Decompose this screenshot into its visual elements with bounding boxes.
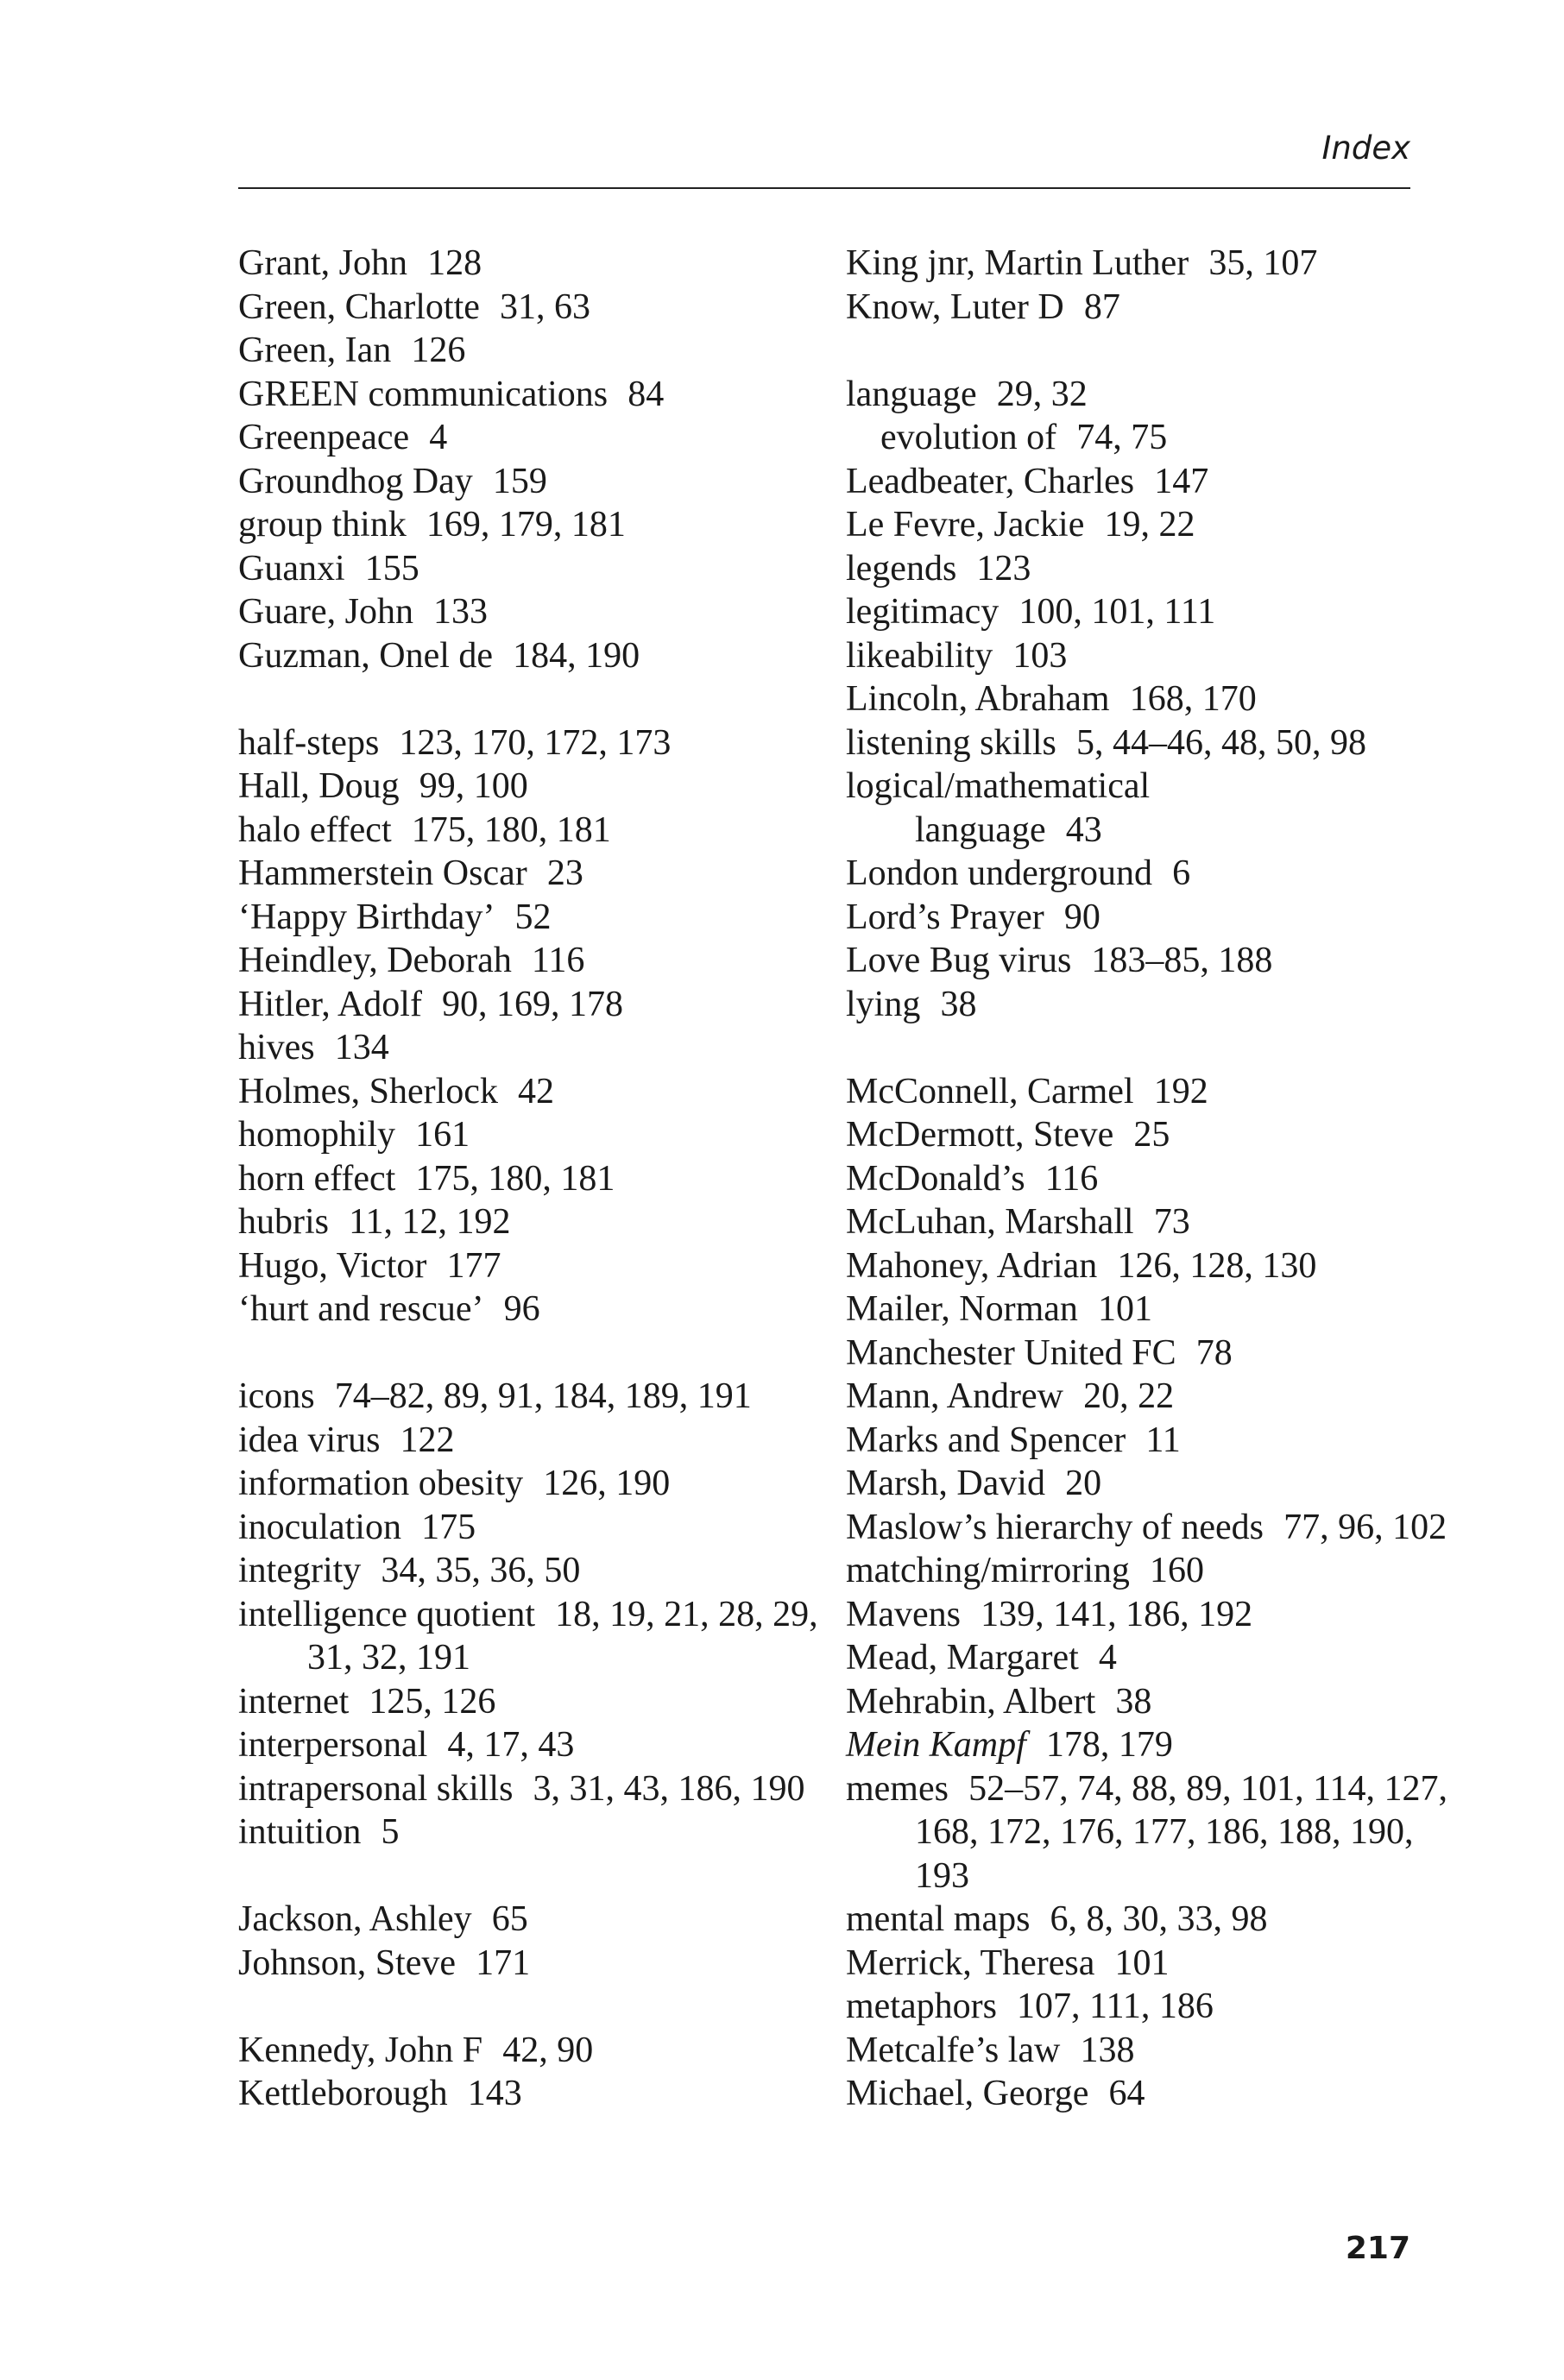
index-term: Lincoln, Abraham — [846, 679, 1110, 719]
index-pages: 87 — [1083, 286, 1120, 327]
index-entry — [238, 503, 825, 547]
index-term: internet — [238, 1681, 350, 1722]
index-entry — [238, 939, 825, 983]
index-term: intelligence quotient — [238, 1594, 536, 1634]
index-pages: 175, 180, 181 — [415, 1158, 615, 1199]
index-pages: 175 — [421, 1507, 476, 1547]
index-entry — [238, 1113, 825, 1157]
index-term: Hitler, Adolf — [238, 984, 422, 1024]
index-term: Hammerstein Oscar — [238, 853, 527, 893]
index-pages: 171 — [476, 1942, 531, 1983]
index-pages: 184, 190 — [513, 635, 640, 676]
index-term: McDermott, Steve — [846, 1115, 1114, 1155]
index-term: Mavens — [846, 1594, 961, 1634]
index-entry — [238, 1288, 825, 1332]
index-entry — [846, 1506, 1476, 1550]
index-pages: 160 — [1150, 1551, 1205, 1590]
index-term: King jnr, Martin Luther — [846, 243, 1189, 283]
index-term: Groundhog Day — [238, 461, 473, 501]
index-term: homophily — [238, 1115, 396, 1155]
index-pages: 103 — [1012, 635, 1068, 676]
index-term: ‘Happy Birthday’ — [238, 897, 495, 937]
index-pages: 177 — [446, 1245, 501, 1286]
index-entry — [846, 503, 1433, 547]
index-pages: 5, 44–46, 48, 50, 98 — [1075, 722, 1366, 763]
index-pages: 134 — [334, 1028, 389, 1067]
page-number: 217 — [1345, 2231, 1410, 2266]
index-entry — [238, 1549, 825, 1593]
index-term: Green, Charlotte — [238, 286, 480, 327]
index-entry — [238, 1680, 825, 1724]
index-entry — [846, 1723, 1433, 1767]
index-term: logical/mathematical — [846, 766, 1151, 806]
index-pages: 96 — [503, 1289, 540, 1329]
index-entry — [846, 1549, 1433, 1593]
index-entry — [846, 1375, 1433, 1419]
index-entry — [238, 1898, 825, 1942]
index-entry — [238, 416, 825, 460]
index-entry — [238, 1942, 825, 1986]
index-entry — [238, 286, 825, 330]
index-entry — [846, 286, 1433, 330]
index-pages: 38 — [1115, 1681, 1152, 1722]
index-term: information obesity — [238, 1464, 524, 1503]
index-entry — [238, 1157, 825, 1201]
index-entry — [846, 590, 1433, 634]
index-pages: 42 — [518, 1071, 555, 1111]
index-pages: 6, 8, 30, 33, 98 — [1050, 1899, 1268, 1939]
index-entry — [846, 242, 1433, 286]
index-pages: 78 — [1195, 1332, 1233, 1373]
index-term: Mailer, Norman — [846, 1289, 1078, 1329]
index-term: Johnson, Steve — [238, 1942, 456, 1983]
index-entry — [846, 721, 1433, 765]
index-entry — [238, 896, 825, 940]
index-entry — [238, 1767, 868, 1811]
index-pages: 138 — [1080, 2030, 1135, 2070]
index-pages: 84 — [627, 374, 665, 414]
index-entry — [238, 2072, 825, 2116]
index-entry — [846, 677, 1433, 721]
index-entry — [846, 896, 1433, 940]
index-term: halo effect — [238, 809, 392, 850]
index-pages: 34, 35, 36, 50 — [381, 1551, 581, 1590]
index-term: Michael, George — [846, 2074, 1089, 2113]
index-term: icons — [238, 1376, 315, 1416]
index-term: lying — [846, 984, 921, 1024]
index-term: Manchester United FC — [846, 1332, 1176, 1373]
index-entry — [238, 983, 825, 1027]
index-pages: 38 — [940, 984, 977, 1024]
index-term: horn effect — [238, 1158, 396, 1199]
index-term: hubris — [238, 1202, 329, 1242]
index-pages: 101 — [1114, 1942, 1170, 1983]
index-term: Merrick, Theresa — [846, 1942, 1095, 1983]
index-term: language — [915, 809, 1046, 850]
index-pages: 29, 32 — [996, 374, 1088, 414]
index-entry — [238, 242, 825, 286]
index-term: idea virus — [238, 1420, 381, 1460]
index-pages: 6 — [1172, 853, 1191, 893]
header-rule — [238, 187, 1410, 189]
index-term: integrity — [238, 1551, 362, 1590]
index-term: GREEN communications — [238, 374, 609, 414]
index-pages: 11, 12, 192 — [349, 1202, 511, 1242]
index-term: McConnell, Carmel — [846, 1071, 1134, 1111]
index-pages: 4, 17, 43 — [447, 1725, 575, 1765]
index-term: Know, Luter D — [846, 286, 1064, 327]
index-entry — [846, 1419, 1433, 1463]
index-entry — [238, 373, 825, 417]
index-pages: 3, 31, 43, 186, 190 — [533, 1768, 805, 1809]
index-term: Mehrabin, Albert — [846, 1681, 1096, 1722]
index-entry — [846, 1636, 1433, 1680]
index-pages: 20, 22 — [1083, 1376, 1175, 1416]
index-entry — [846, 1680, 1433, 1724]
index-term: intuition — [238, 1812, 362, 1852]
index-pages: 159 — [492, 461, 547, 501]
index-pages: 65 — [491, 1899, 528, 1939]
index-term: Leadbeater, Charles — [846, 461, 1135, 501]
index-entry — [846, 2072, 1433, 2116]
index-entry — [846, 852, 1433, 896]
index-entry — [238, 852, 825, 896]
index-entry — [846, 1113, 1433, 1157]
index-entry — [846, 1288, 1433, 1332]
index-entry — [846, 460, 1433, 504]
index-pages: 125, 126 — [369, 1681, 496, 1722]
index-term: Kettleborough — [238, 2074, 448, 2113]
index-term: Metcalfe’s law — [846, 2030, 1061, 2070]
index-term: matching/mirroring — [846, 1551, 1130, 1590]
index-term: Le Fevre, Jackie — [846, 505, 1085, 545]
index-term: Marsh, David — [846, 1464, 1045, 1503]
index-term: hives — [238, 1028, 315, 1067]
index-term: Hugo, Victor — [238, 1245, 427, 1286]
index-pages: 147 — [1154, 461, 1209, 501]
index-term: Grant, John — [238, 243, 407, 283]
index-entry — [238, 809, 825, 853]
index-entry — [238, 329, 825, 373]
index-entry — [238, 1026, 825, 1070]
index-entry — [846, 2029, 1433, 2073]
index-pages: 143 — [467, 2074, 522, 2113]
index-entry — [238, 1200, 825, 1244]
index-term: Mead, Margaret — [846, 1638, 1079, 1678]
index-term: Guzman, Onel de — [238, 635, 494, 676]
index-pages: 11 — [1145, 1420, 1181, 1460]
index-term: legends — [846, 548, 957, 589]
index-pages: 123 — [976, 548, 1031, 589]
index-entry — [846, 1070, 1433, 1114]
index-entry — [238, 721, 825, 765]
index-entry — [846, 1942, 1433, 1986]
index-entry — [846, 547, 1433, 591]
index-pages: 133 — [433, 592, 489, 632]
index-pages: 99, 100 — [419, 766, 528, 806]
index-entry — [238, 1070, 825, 1114]
index-pages: 90, 169, 178 — [442, 984, 624, 1024]
index-pages: 139, 141, 186, 192 — [981, 1594, 1253, 1634]
index-pages: 192 — [1153, 1071, 1208, 1111]
index-pages: 74–82, 89, 91, 184, 189, 191 — [334, 1376, 752, 1416]
index-pages: 178, 179 — [1045, 1725, 1173, 1765]
index-entry — [238, 1723, 825, 1767]
index-term: McDonald’s — [846, 1158, 1025, 1199]
index-term: Lord’s Prayer — [846, 897, 1044, 937]
index-term: Guanxi — [238, 548, 345, 589]
index-subentry — [846, 416, 1433, 460]
index-entry — [846, 939, 1433, 983]
index-pages: 126, 190 — [543, 1464, 671, 1503]
index-entry — [846, 1898, 1433, 1942]
index-pages: 116 — [531, 941, 585, 980]
index-pages: 123, 170, 172, 173 — [399, 722, 672, 763]
index-entry — [238, 1810, 825, 1854]
index-column-left — [238, 242, 825, 2116]
index-pages: 126 — [411, 331, 466, 370]
index-pages: 101 — [1098, 1289, 1152, 1329]
index-pages: 52–57, 74, 88, 89, 101, 114, 127, 168, 172, 176, 177, 186, 188, 190, 193 — [915, 1768, 1448, 1896]
index-term: Jackson, Ashley — [238, 1899, 472, 1939]
index-pages: 73 — [1153, 1202, 1190, 1242]
index-pages: 161 — [415, 1115, 470, 1155]
index-pages: 25 — [1133, 1115, 1170, 1155]
index-entry — [238, 460, 825, 504]
index-entry — [238, 547, 825, 591]
index-entry — [238, 590, 825, 634]
index-pages: 175, 180, 181 — [411, 809, 611, 850]
index-term: Heindley, Deborah — [238, 941, 512, 980]
index-pages: 31, 63 — [499, 286, 590, 327]
index-entry — [238, 1244, 825, 1288]
index-term: Mahoney, Adrian — [846, 1245, 1098, 1286]
index-entry — [238, 1462, 825, 1506]
index-entry — [846, 1462, 1433, 1506]
index-entry — [238, 2029, 825, 2073]
index-term: Love Bug virus — [846, 941, 1072, 980]
index-entry — [846, 765, 1433, 809]
index-term: inoculation — [238, 1507, 401, 1547]
index-term: intrapersonal skills — [238, 1768, 514, 1809]
index-pages: 128 — [427, 243, 482, 283]
index-pages: 126, 128, 130 — [1117, 1245, 1317, 1286]
index-entry — [846, 1593, 1433, 1637]
index-term: London underground — [846, 853, 1153, 893]
index-pages: 107, 111, 186 — [1017, 1986, 1214, 2026]
index-term: metaphors — [846, 1986, 997, 2026]
index-term: half-steps — [238, 722, 380, 763]
index-entry — [238, 1419, 825, 1463]
index-entry — [846, 983, 1433, 1027]
index-term: evolution of — [880, 418, 1057, 457]
index-pages: 43 — [1065, 809, 1102, 850]
index-entry — [238, 634, 825, 678]
index-pages: 74, 75 — [1076, 418, 1168, 457]
index-pages: 155 — [364, 548, 419, 589]
index-term: Maslow’s hierarchy of needs — [846, 1507, 1264, 1547]
index-entry — [846, 1244, 1433, 1288]
index-pages: 52 — [514, 897, 552, 937]
index-entry — [238, 1593, 868, 1680]
index-term: Greenpeace — [238, 418, 410, 457]
index-entry — [846, 1985, 1433, 2029]
index-term: mental maps — [846, 1899, 1031, 1939]
index-term: ‘hurt and rescue’ — [238, 1289, 484, 1329]
index-pages: 19, 22 — [1104, 505, 1195, 545]
running-head: Index — [1321, 129, 1410, 167]
index-pages: 23 — [546, 853, 583, 893]
index-pages: 4 — [1098, 1638, 1117, 1678]
index-pages: 168, 170 — [1129, 679, 1257, 719]
index-entry — [238, 1506, 825, 1550]
index-term: Guare, John — [238, 592, 413, 632]
index-pages: 20 — [1065, 1464, 1102, 1503]
index-term: Mein Kampf — [846, 1725, 1026, 1765]
index-term: Holmes, Sherlock — [238, 1071, 498, 1111]
index-pages: 18, 19, 21, 28, 29, 31, 32, 191 — [307, 1594, 818, 1678]
index-pages: 64 — [1108, 2074, 1145, 2113]
index-term: Mann, Andrew — [846, 1376, 1063, 1416]
index-term: language — [846, 374, 977, 414]
index-entry — [846, 1767, 1476, 1898]
index-entry — [846, 1157, 1433, 1201]
index-term: likeability — [846, 635, 993, 676]
index-term: listening skills — [846, 722, 1056, 763]
index-pages: 116 — [1044, 1158, 1099, 1199]
index-pages: 42, 90 — [502, 2030, 594, 2070]
index-entry — [846, 634, 1433, 678]
index-term: group think — [238, 505, 407, 545]
index-term: memes — [846, 1768, 949, 1809]
index-pages: 77, 96, 102 — [1283, 1507, 1447, 1547]
index-pages: 122 — [400, 1420, 455, 1460]
index-pages: 183–85, 188 — [1091, 941, 1273, 980]
index-entry — [238, 765, 825, 809]
index-pages: 5 — [381, 1812, 400, 1852]
index-pages: 35, 107 — [1208, 243, 1318, 283]
index-entry — [846, 1200, 1433, 1244]
index-column-right — [846, 242, 1448, 2116]
index-term: interpersonal — [238, 1725, 428, 1765]
index-pages: 100, 101, 111 — [1018, 592, 1216, 632]
index-pages: 4 — [429, 418, 448, 457]
index-term: Green, Ian — [238, 331, 392, 370]
index-term: Marks and Spencer — [846, 1420, 1126, 1460]
index-pages: 90 — [1063, 897, 1100, 937]
index-term: McLuhan, Marshall — [846, 1202, 1134, 1242]
index-entry — [238, 1375, 825, 1419]
index-term: legitimacy — [846, 592, 1000, 632]
index-entry — [846, 373, 1433, 417]
index-entry-continuation — [846, 809, 1433, 853]
index-term: Hall, Doug — [238, 766, 400, 806]
index-term: Kennedy, John F — [238, 2030, 483, 2070]
index-entry — [846, 1332, 1433, 1376]
index-pages: 169, 179, 181 — [426, 505, 626, 545]
